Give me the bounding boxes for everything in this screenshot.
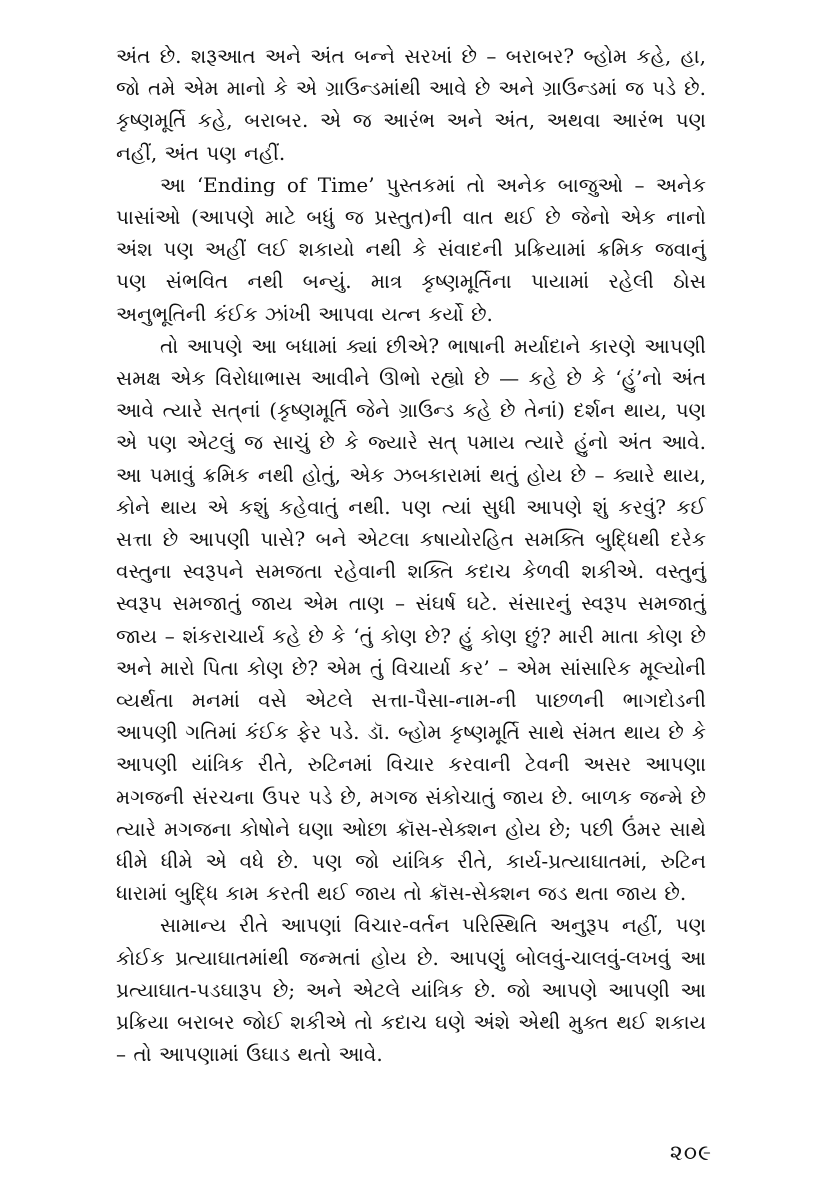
paragraph-continuation: અંત છે. શરૂઆત અને અંત બન્ને સરખાં છે – બરાબર? બ્હોમ કહે, હા, જો તમે એમ માનો કે એ ગ્રાઉન્ડમાંથી આવે છે અને ગ્રાઉન્ડમાં જ પડે છે. કૃષ્ણમૂર્તિ કહે, બરાબર. એ જ આરંભ અને અંત, અથવા આરંભ પણ નહીં, અંત પણ નહીં. <box>116 44 706 165</box>
page-number: ૨૦૯ <box>669 1141 712 1166</box>
paragraph-reaction: સામાન્ય રીતે આપણાં વિચાર-વર્તન પરિસ્થિતિ અનુરૂપ નહીં, પણ કોઈક પ્રત્યાઘાતમાંથી જન્મતાં હોય છે. આપણું બોલવું-ચાલવું-લખવું આ પ્રત્યાઘાત-પડઘારૂપ છે; અને એટલે યાંત્રિક છે. જો આપણે આપણી આ પ્રક્રિયા બરાબર જોઈ શકીએ તો કદાચ ઘણે અંશે એથી મુક્ત થઈ શકાય – તો આપણામાં ઉઘાડ થતો આવે. <box>116 913 706 1067</box>
paragraph-where-are-we: તો આપણે આ બધામાં ક્યાં છીએ? ભાષાની મર્યાદાને કારણે આપણી સમક્ષ એક વિરોધાભાસ આવીને ઊભો રહ્યો છે — કહે છે કે ‘હું’નો અંત આવે ત્યારે સત્‌નાં (કૃષ્ણમૂર્તિ જેને ગ્રાઉન્ડ કહે છે તેનાં) દર્શન થાય, પણ એ પણ એટલું જ સાચું છે કે જ્યારે સત્‌ પમાય ત્યારે હુંનો અંત આવે. આ પમાવું ક્રમિક નથી હોતું, એક ઝબકારામાં થતું હોય છે – ક્યારે થાય, કોને થાય એ કશું કહેવાતું નથી. પણ ત્યાં સુધી આપણે શું કરવું? કઈ સત્તા છે આપણી પાસે? બને એટલા કષાયોરહિત સમક્તિ બુદ્ધિથી દરેક વસ્તુના સ્વરૂપને સમજતા રહેવાની શક્તિ કદાચ કેળવી શકીએ. વસ્તુનું સ્વરૂપ સમજાતું જાય એમ તાણ – સંઘર્ષ ઘટે. સંસારનું સ્વરૂપ સમજાતું જાય – શંકરાચાર્ય કહે છે કે ‘તું કોણ છે? હું કોણ છું? મારી માતા કોણ છે અને મારો પિતા કોણ છે? એમ તું વિચાર્યા કર’ – એમ સાંસારિક મૂલ્યોની વ્યર્થતા મનમાં વસે એટલે સત્તા-પૈસા-નામ-ની પાછળની ભાગદોડની આપણી ગતિમાં કંઈક ફેર પડે. ડૉ. બ્હોમ કૃષ્ણમૂર્તિ સાથે સંમત થાય છે કે આપણી યાંત્રિક રીતે, રુટિનમાં વિચાર કરવાની ટેવની અસર આપણા મગજની સંરચના ઉપર પડે છે, મગજ સંકોચાતું જાય છે. બાળક જન્મે છે ત્યારે મગજના કોષોને ઘણા ઓછા ક્રૉસ-સેક્શન હોય છે; પછી ઉંમર સાથે ધીમે ધીમે એ વધે છે. પણ જો યાંત્રિક રીતે, કાર્ય-પ્રત્યાઘાતમાં, રુટિન ધારામાં બુદ્ધિ કામ કરતી થઈ જાય તો ક્રૉસ-સેક્શન જડ થતા જાય છે. <box>116 333 706 906</box>
paragraph-ending-of-time: આ ‘Ending of Time’ પુસ્તકમાં તો અનેક બાજુઓ – અનેક પાસાંઓ (આપણે માટે બધું જ પ્રસ્તુત)ની વાત થઈ છે જેનો એક નાનો અંશ પણ અહીં લઈ શકાયો નથી કે સંવાદની પ્રક્રિયામાં ક્રમિક જવાનું પણ સંભવિત નથી બન્યું. માત્ર કૃષ્ણમૂર્તિના પાયામાં રહેલી ઠોસ અનુભૂતિની કંઈક ઝાંખી આપવા યત્ન કર્યો છે. <box>116 172 706 326</box>
page-body <box>116 40 706 1071</box>
